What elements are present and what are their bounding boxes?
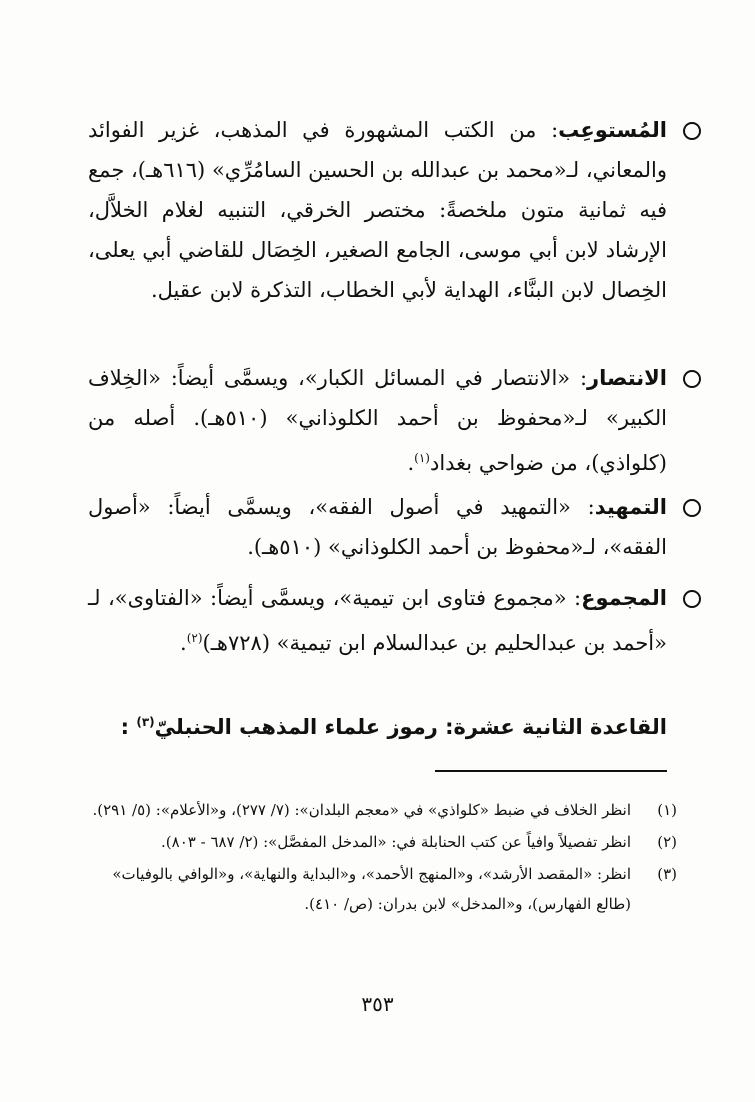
footnote-divider xyxy=(435,770,667,772)
entry-paragraph xyxy=(88,487,667,567)
circle-bullet-icon xyxy=(683,590,701,608)
entry-term: المُستوعِب xyxy=(558,118,667,142)
entry-term: المجموع xyxy=(581,586,667,610)
footnotes xyxy=(78,795,677,921)
entry-end: . xyxy=(407,451,415,475)
footnote-number: (٣) xyxy=(657,865,677,883)
entry-text: : من الكتب المشهورة في المذهب، غزير الفوائد والمعاني، لـ«محمد بن عبدالله بن الحسين السامُرِّي» (٦١٦هـ)، جمع فيه ثمانية متون ملخصةً: مختصر الخرقي، التنبيه لغلام الخلاَّل، الإرشاد لابن أبي موسى، الجامع الصغير، الخِصَال للقاضي أبي يعلى، الخِصال لابن البنَّاء، الهداية لأبي الخطاب، التذكرة لابن عقيل. xyxy=(88,118,667,302)
entry-paragraph xyxy=(88,578,667,663)
entry-term: التمهيد xyxy=(594,495,667,519)
rule-heading-end: : xyxy=(120,715,130,739)
footnote-number: (١) xyxy=(657,801,677,819)
entry-text: : «الانتصار في المسائل الكبار»، ويسمَّى أيضاً: «الخِلاف الكبير» لـ«محفوظ بن أحمد الكلوذاني» (٥١٠هـ). أصله من (كلواذي)، من ضواحي بغداد xyxy=(88,366,667,475)
circle-bullet-icon xyxy=(683,499,701,517)
entry-intisar xyxy=(88,358,667,483)
entry-tamhid xyxy=(88,487,667,567)
footnote xyxy=(78,795,677,825)
rule-heading-text: القاعدة الثانية عشرة: رموز علماء المذهب الحنبليّ xyxy=(154,715,667,739)
footnote-ref[interactable]: (١) xyxy=(414,451,430,465)
footnote-ref[interactable]: (٣) xyxy=(136,715,155,729)
footnote-ref[interactable]: (٢) xyxy=(186,631,203,645)
rule-heading xyxy=(88,702,667,747)
entry-term: الانتصار xyxy=(587,366,667,390)
page-number: ٣٥٣ xyxy=(361,992,394,1016)
entry-text: : «التمهيد في أصول الفقه»، ويسمَّى أيضاً: «أصول الفقه»، لـ«محفوظ بن أحمد الكلوذاني» (٥١٠هـ). xyxy=(88,495,667,559)
entry-end: . xyxy=(180,631,187,655)
entry-paragraph xyxy=(88,110,667,310)
entry-mustawib xyxy=(88,110,667,310)
footnote-number: (٢) xyxy=(657,833,677,851)
footnote-text: انظر الخلاف في ضبط «كلواذي» في «معجم البلدان»: (٧/ ٢٧٧)، و«الأعلام»: (٥/ ٢٩١). xyxy=(92,801,631,819)
entry-majmu xyxy=(88,578,667,663)
entry-text: : «مجموع فتاوى ابن تيمية»، ويسمَّى أيضاً: «الفتاوى»، لـ «أحمد بن عبدالحليم بن عبدالسلام ابن تيمية» (٧٢٨هـ) xyxy=(88,586,667,655)
circle-bullet-icon xyxy=(683,370,701,388)
footnote-text: انظر تفصيلاً وافياً عن كتب الحنابلة في: «المدخل المفصَّل»: (٢/ ٦٨٧ - ٨٠٣). xyxy=(161,833,631,851)
footnote xyxy=(78,827,677,857)
circle-bullet-icon xyxy=(683,122,701,140)
entry-paragraph xyxy=(88,358,667,483)
footnote-text: انظر: «المقصد الأرشد»، و«المنهج الأحمد»، و«البداية والنهاية»، و«الوافي بالوفيات» (طالع الفهارس)، و«المدخل» لابن بدران: (ص/ ٤١٠). xyxy=(112,865,631,913)
footnote xyxy=(78,859,677,919)
